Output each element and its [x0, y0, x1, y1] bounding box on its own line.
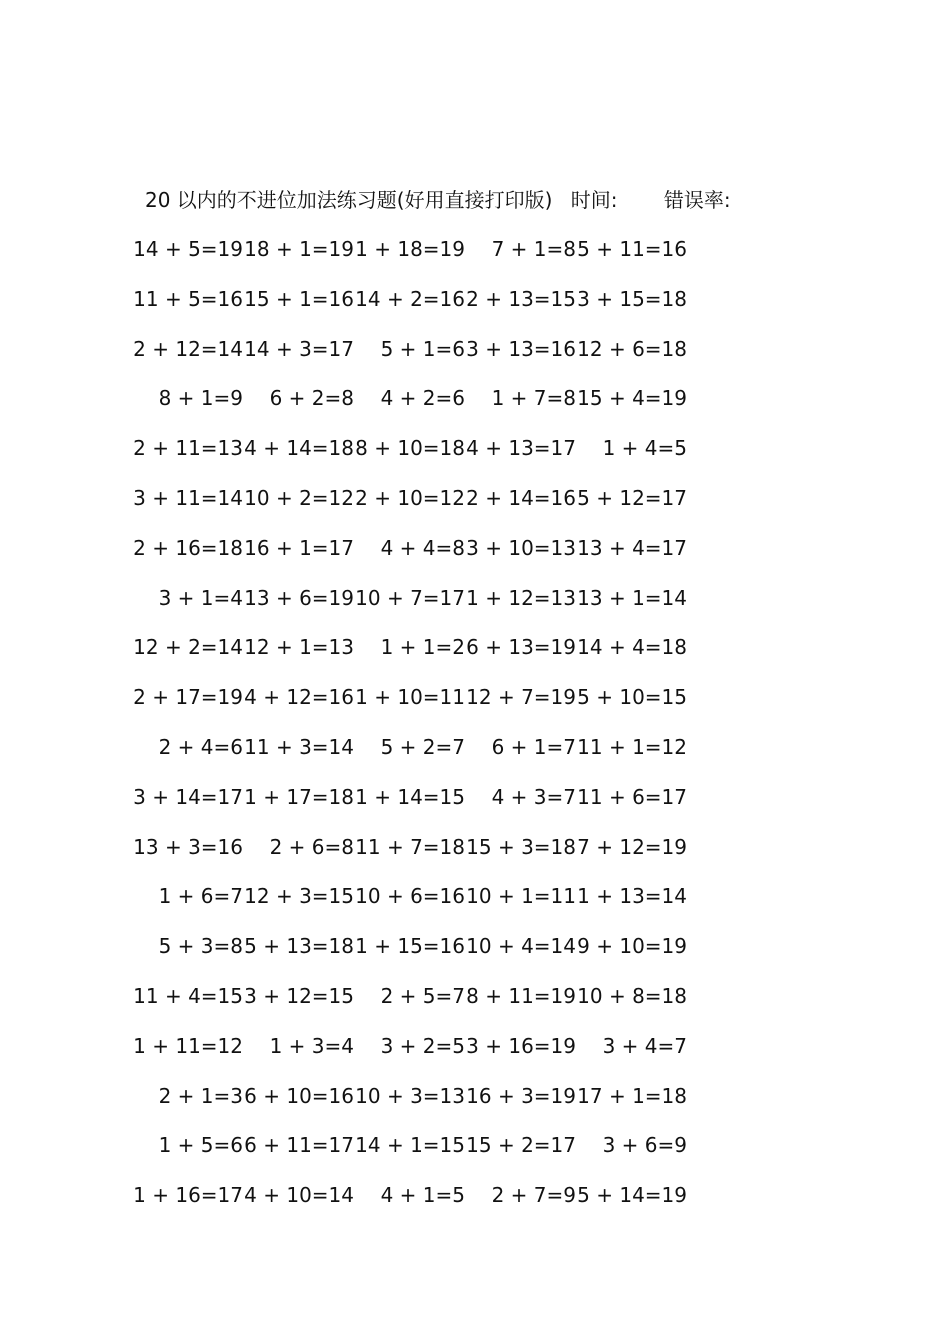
addition-problem: 1 + 10=11	[355, 685, 465, 710]
addition-problem: 14 + 5=19	[133, 237, 243, 261]
addition-problem: 4 + 2=6	[380, 386, 465, 411]
addition-problem: 4 + 4=8	[380, 535, 465, 560]
problem-row	[0, 235, 950, 263]
addition-problem: 1 + 5=6	[158, 1133, 243, 1158]
addition-problem: 11 + 1=12	[577, 735, 687, 759]
addition-problem: 3 + 11=14	[133, 486, 243, 510]
addition-problem: 13 + 3=16	[133, 834, 243, 859]
problem-row	[0, 982, 950, 1010]
addition-problem: 3 + 2=5	[380, 1033, 465, 1058]
addition-problem: 5 + 12=17	[577, 486, 687, 510]
addition-problem: 14 + 4=18	[577, 635, 687, 660]
addition-problem: 6 + 2=8	[269, 386, 354, 411]
worksheet-title: 20 以内的不进位加法练习题(好用直接打印版)	[145, 188, 553, 212]
addition-problem: 5 + 11=16	[577, 237, 687, 261]
addition-problem: 4 + 3=7	[491, 784, 576, 809]
addition-problem: 17 + 1=18	[577, 1083, 687, 1108]
addition-problem: 11 + 6=17	[577, 784, 687, 809]
addition-problem: 8 + 10=18	[355, 436, 465, 461]
addition-problem: 15 + 3=18	[466, 834, 576, 859]
addition-problem: 2 + 13=15	[466, 286, 576, 311]
addition-problem: 5 + 13=18	[244, 934, 354, 959]
addition-problem: 11 + 4=15	[133, 984, 243, 1008]
problem-row	[0, 633, 950, 661]
addition-problem: 6 + 10=16	[244, 1083, 354, 1108]
addition-problem: 14 + 3=17	[244, 336, 354, 361]
addition-problem: 10 + 2=12	[244, 486, 354, 510]
addition-problem: 3 + 13=16	[466, 336, 576, 361]
addition-problem: 14 + 1=15	[355, 1133, 465, 1158]
time-label: 时间:	[570, 188, 618, 212]
addition-problem: 4 + 1=5	[380, 1183, 465, 1208]
addition-problem: 1 + 17=18	[244, 784, 354, 809]
addition-problem: 4 + 13=17	[466, 436, 576, 461]
addition-problem: 9 + 10=19	[577, 934, 687, 959]
addition-problem: 15 + 1=16	[244, 286, 354, 311]
addition-problem: 16 + 3=19	[466, 1083, 576, 1108]
addition-problem: 4 + 10=14	[244, 1183, 354, 1208]
addition-problem: 13 + 4=17	[577, 535, 687, 560]
addition-problem: 5 + 1=6	[380, 336, 465, 361]
addition-problem: 10 + 3=13	[355, 1083, 465, 1108]
problem-row	[0, 833, 950, 861]
addition-problem: 10 + 6=16	[355, 884, 465, 909]
problem-row	[0, 783, 950, 811]
problem-row	[0, 335, 950, 363]
addition-problem: 3 + 6=9	[602, 1133, 687, 1158]
addition-problem: 1 + 16=17	[133, 1183, 243, 1208]
addition-problem: 2 + 4=6	[158, 735, 243, 759]
addition-problem: 7 + 12=19	[577, 834, 687, 859]
addition-problem: 11 + 7=18	[355, 834, 465, 859]
problem-row	[0, 584, 950, 612]
addition-problem: 12 + 2=14	[133, 635, 243, 660]
addition-problem: 18 + 1=19	[244, 237, 354, 261]
addition-problem: 2 + 16=18	[133, 535, 243, 560]
addition-problem: 5 + 3=8	[158, 934, 243, 959]
addition-problem: 3 + 16=19	[466, 1033, 576, 1058]
addition-problem: 10 + 7=17	[355, 585, 465, 610]
addition-problem: 5 + 14=19	[577, 1183, 687, 1208]
addition-problem: 3 + 4=7	[602, 1033, 687, 1058]
problem-row	[0, 1131, 950, 1159]
addition-problem: 1 + 14=15	[355, 784, 465, 809]
addition-problem: 11 + 3=14	[244, 735, 354, 759]
problem-row	[0, 1181, 950, 1209]
problem-row	[0, 882, 950, 910]
addition-problem: 2 + 7=9	[491, 1183, 576, 1208]
addition-problem: 6 + 13=19	[466, 635, 576, 660]
addition-problem: 3 + 14=17	[133, 784, 243, 809]
addition-problem: 6 + 11=17	[244, 1133, 354, 1158]
addition-problem: 15 + 2=17	[466, 1133, 576, 1158]
problem-row	[0, 733, 950, 761]
addition-problem: 3 + 10=13	[466, 535, 576, 560]
problem-row	[0, 683, 950, 711]
addition-problem: 10 + 8=18	[577, 984, 687, 1008]
addition-problem: 10 + 1=11	[466, 884, 576, 909]
addition-problem: 12 + 3=15	[244, 884, 354, 909]
addition-problem: 2 + 12=14	[133, 336, 243, 361]
addition-problem: 8 + 11=19	[466, 984, 576, 1008]
addition-problem: 1 + 12=13	[466, 585, 576, 610]
addition-problem: 13 + 1=14	[577, 585, 687, 610]
problem-row	[0, 1032, 950, 1060]
addition-problem: 2 + 10=12	[355, 486, 465, 510]
addition-problem: 15 + 4=19	[577, 386, 687, 411]
addition-problem: 2 + 17=19	[133, 685, 243, 710]
addition-problem: 6 + 1=7	[491, 735, 576, 759]
addition-problem: 1 + 1=2	[380, 635, 465, 660]
addition-problem: 1 + 18=19	[355, 237, 465, 261]
problem-row	[0, 434, 950, 462]
addition-problem: 12 + 1=13	[244, 635, 354, 660]
addition-problem: 2 + 14=16	[466, 486, 576, 510]
problem-row	[0, 285, 950, 313]
addition-problem: 4 + 14=18	[244, 436, 354, 461]
problem-row	[0, 1082, 950, 1110]
addition-problem: 2 + 11=13	[133, 436, 243, 461]
addition-problem: 4 + 12=16	[244, 685, 354, 710]
addition-problem: 10 + 4=14	[466, 934, 576, 959]
addition-problem: 1 + 13=14	[577, 884, 687, 909]
problem-row	[0, 932, 950, 960]
addition-problem: 16 + 1=17	[244, 535, 354, 560]
addition-problem: 5 + 10=15	[577, 685, 687, 710]
addition-problem: 3 + 15=18	[577, 286, 687, 311]
addition-problem: 3 + 1=4	[158, 585, 243, 610]
addition-problem: 2 + 1=3	[158, 1083, 243, 1108]
problem-row	[0, 484, 950, 512]
addition-problem: 2 + 6=8	[269, 834, 354, 859]
problem-row	[0, 384, 950, 412]
addition-problem: 5 + 2=7	[380, 735, 465, 759]
addition-problem: 1 + 6=7	[158, 884, 243, 909]
worksheet-header	[145, 186, 731, 214]
addition-problem: 3 + 12=15	[244, 984, 354, 1008]
addition-problem: 1 + 11=12	[133, 1033, 243, 1058]
addition-problem: 12 + 7=19	[466, 685, 576, 710]
addition-problem: 2 + 5=7	[380, 984, 465, 1008]
addition-problem: 7 + 1=8	[491, 237, 576, 261]
addition-problem: 11 + 5=16	[133, 286, 243, 311]
addition-problem: 1 + 3=4	[269, 1033, 354, 1058]
addition-problem: 13 + 6=19	[244, 585, 354, 610]
problem-row	[0, 534, 950, 562]
addition-problem: 8 + 1=9	[158, 386, 243, 411]
addition-problem: 14 + 2=16	[355, 286, 465, 311]
addition-problem: 1 + 15=16	[355, 934, 465, 959]
addition-problem: 1 + 4=5	[602, 436, 687, 461]
addition-problem: 1 + 7=8	[491, 386, 576, 411]
addition-problem: 12 + 6=18	[577, 336, 687, 361]
error-rate-label: 错误率:	[663, 188, 731, 212]
